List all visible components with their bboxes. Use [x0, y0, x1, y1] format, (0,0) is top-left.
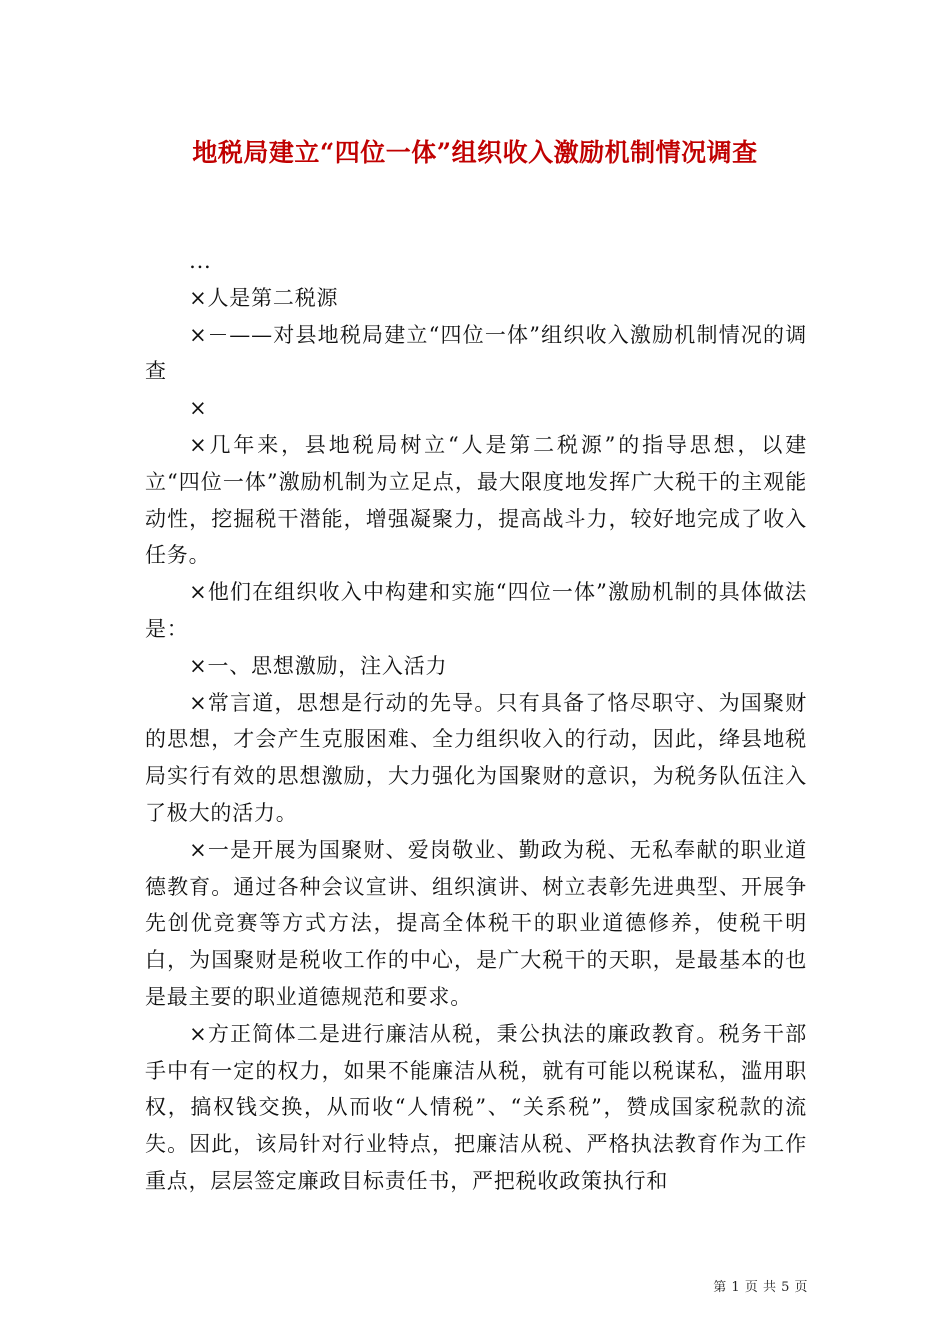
- ellipsis-line: ...: [189, 249, 212, 273]
- blank-marker-line: ×: [189, 396, 208, 421]
- body-paragraph: ×他们在组织收入中构建和实施“四位一体”激励机制的具体做法是：: [145, 580, 807, 641]
- body-paragraph: ×方正简体二是进行廉洁从税，秉公执法的廉政教育。税务干部手中有一定的权力，如果不能廉洁从税，就有可能以税谋私，滥用职权，搞权钱交换，从而收“人情税”、“关系税”，赞成国家税款的流失。因此，该局针对行业特点，把廉洁从税、严格执法教育作为工作重点，层层签定廉政目标责任书，严把税收政策执行和: [145, 1021, 807, 1193]
- subtitle-line: ×人是第二税源: [189, 285, 339, 310]
- subheading-line: ×－——对县地税局建立“四位一体”组织收入激励机制情况的调查: [145, 322, 807, 384]
- page-number: 第 1 页 共 5 页: [713, 1280, 808, 1295]
- body-paragraph: ×常言道，思想是行动的先导。只有具备了恪尽职守、为国聚财的思想，才会产生克服困难、全力组织收入的行动，因此，绛县地税局实行有效的思想激励，大力强化为国聚财的意识，为税务队伍注入了极大的活力。: [145, 690, 807, 825]
- body-paragraph: ×一是开展为国聚财、爱岗敬业、勤政为税、无私奉献的职业道德教育。通过各种会议宣讲、组织演讲、树立表彰先进典型、开展争先创优竞赛等方式方法，提高全体税干的职业道德修养，使税干明白，为国聚财是税收工作的中心，是广大税干的天职，是最基本的也是最主要的职业道德规范和要求。: [145, 837, 807, 1009]
- section-heading: ×一、思想激励，注入活力: [189, 653, 448, 678]
- body-paragraph: ×几年来，县地税局树立“人是第二税源”的指导思想，以建立“四位一体”激励机制为立足点，最大限度地发挥广大税干的主观能动性，挖掘税干潜能，增强凝聚力，提高战斗力，较好地完成了收入任务。: [145, 432, 807, 568]
- document-title: 地税局建立“四位一体”组织收入激励机制情况调查: [192, 138, 758, 167]
- document-body: [145, 243, 807, 1200]
